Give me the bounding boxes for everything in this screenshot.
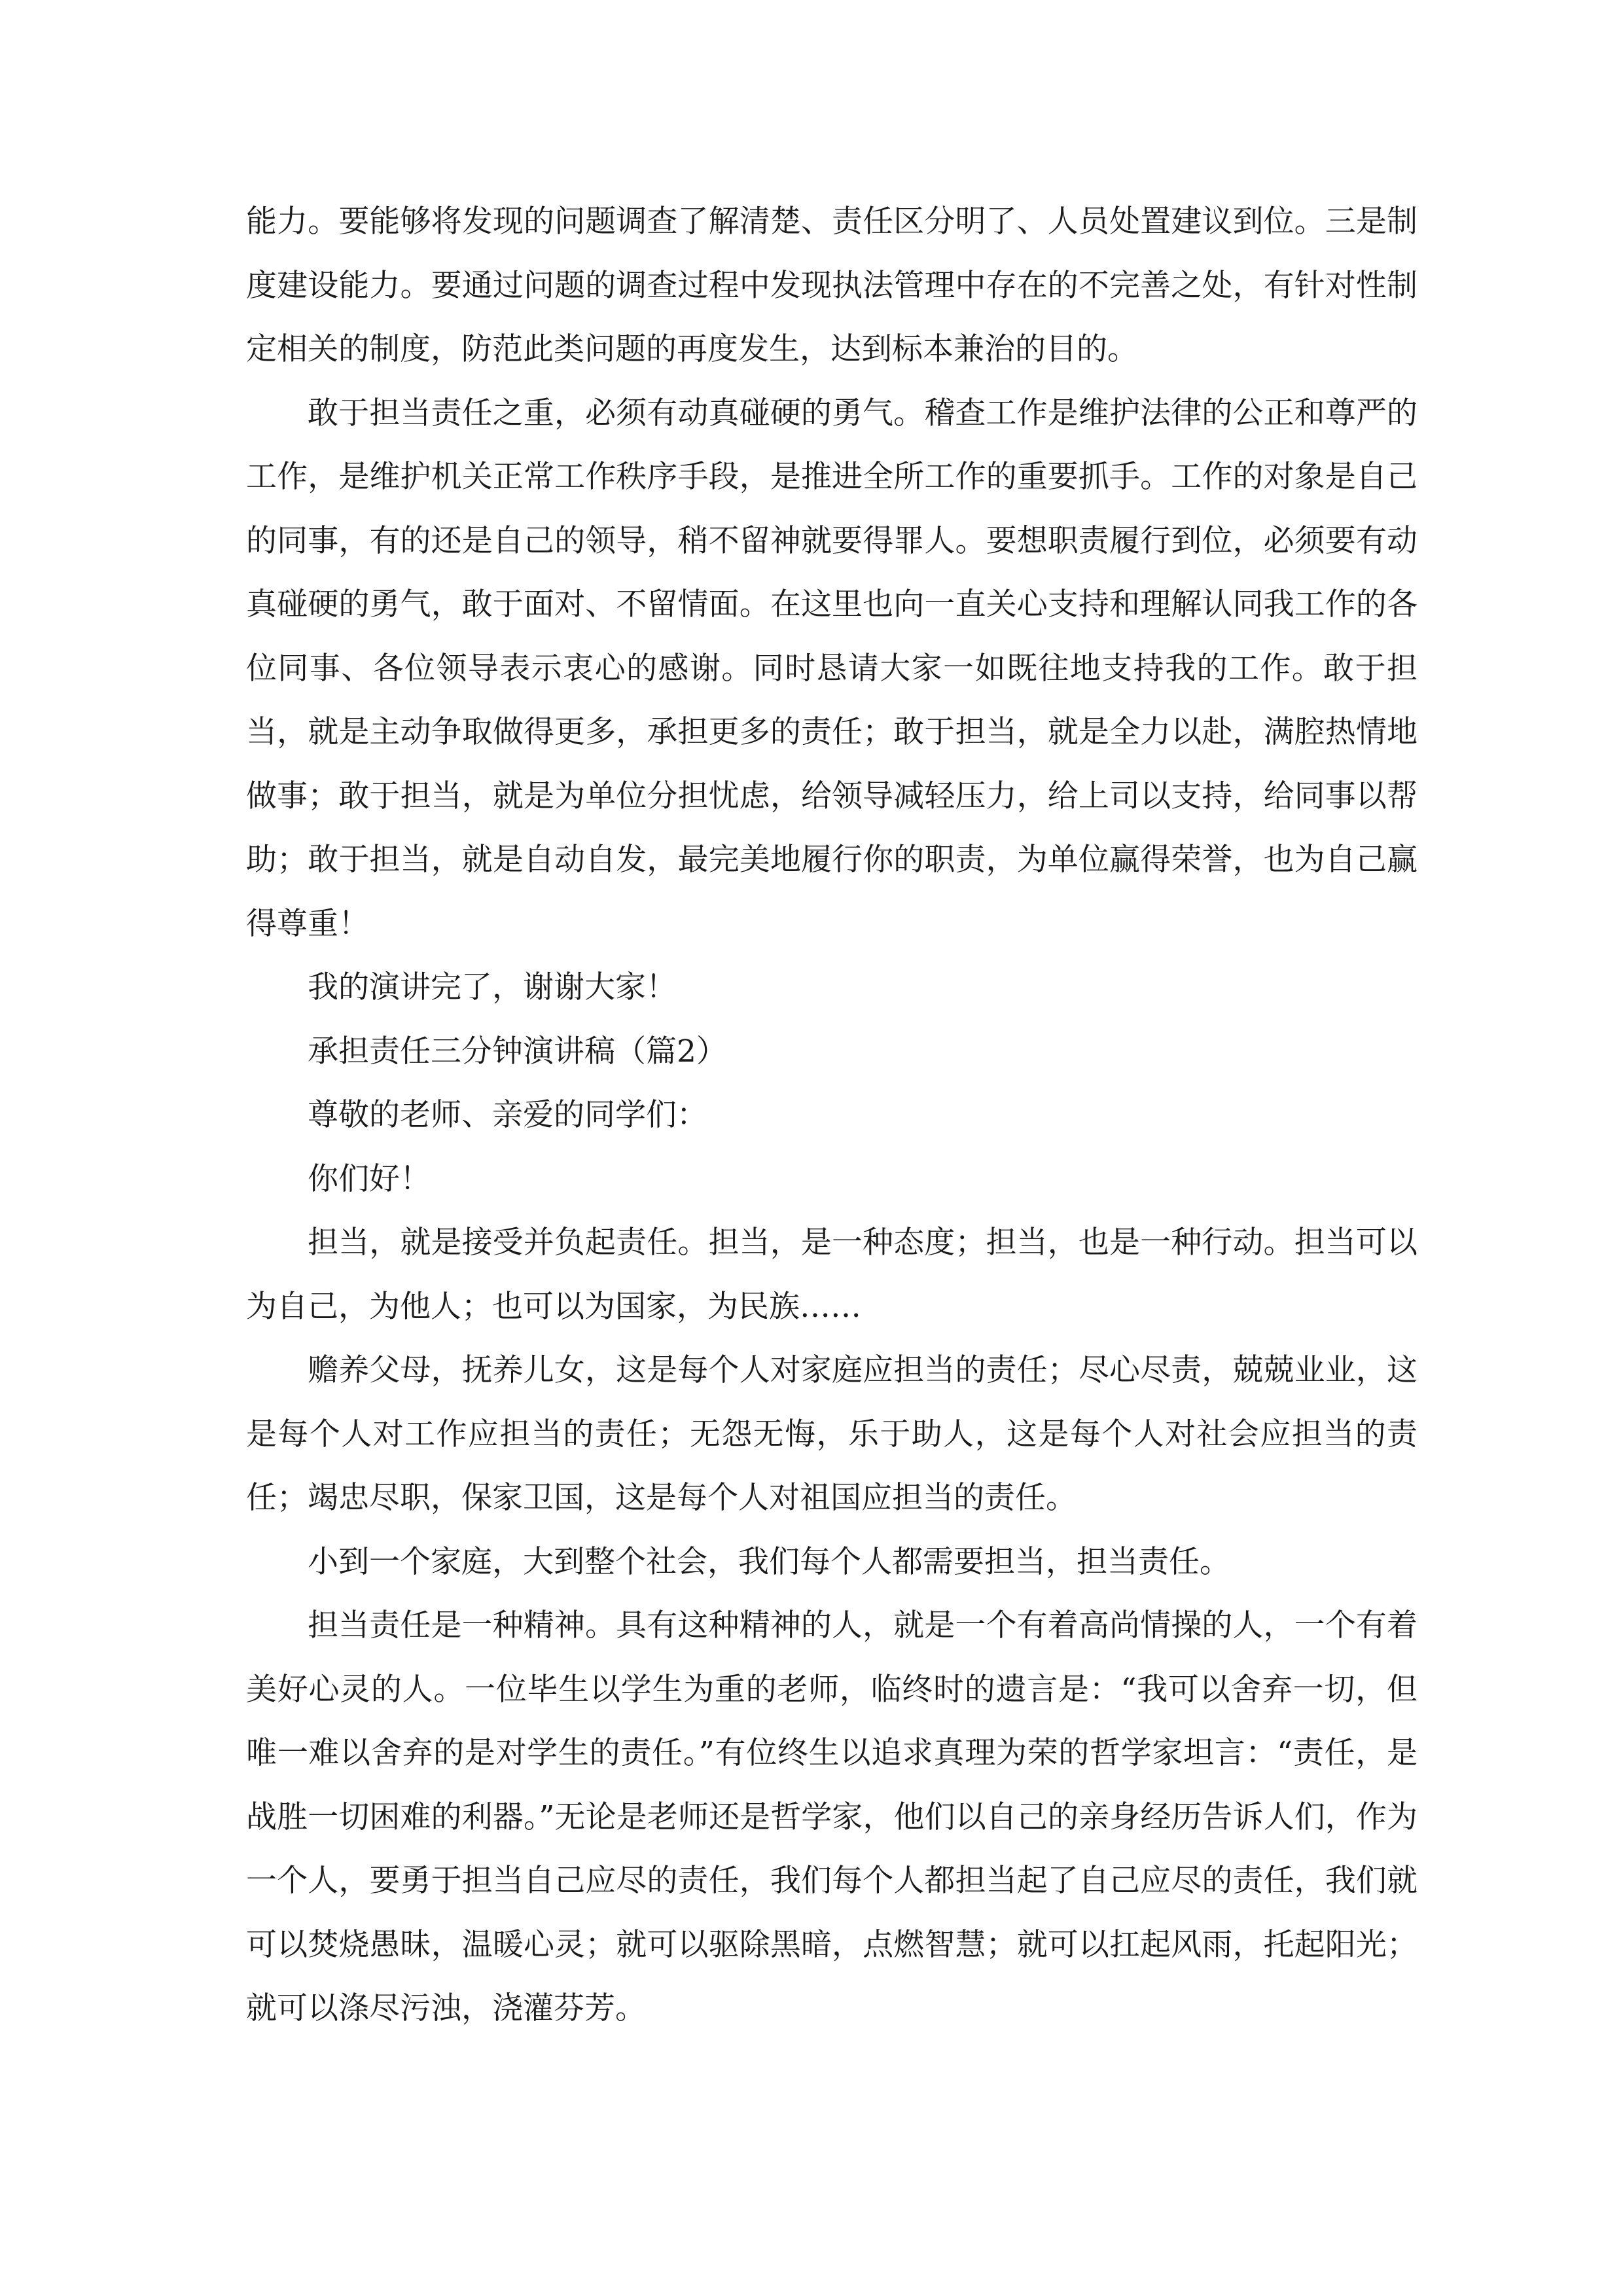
paragraph: 赡养父母，抚养儿女，这是每个人对家庭应担当的责任；尽心尽责，兢兢业业，这是每个人对工作应担当的责任；无怨无悔，乐于助人，这是每个人对社会应担当的责任；竭忠尽职，保家卫国，这是每个人对祖国应担当的责任。: [246, 1352, 1418, 1516]
paragraph: 我的演讲完了，谢谢大家！: [308, 969, 677, 1005]
paragraph: 敢于担当责任之重，必须有动真碰硬的勇气。稽查工作是维护法律的公正和尊严的工作，是维护机关正常工作秩序手段，是推进全所工作的重要抓手。工作的对象是自己的同事，有的还是自己的领导，稍不留神就要得罪人。要想职责履行到位，必须要有动真碰硬的勇气，敢于面对、不留情面。在这里也向一直关心支持和理解认同我工作的各位同事、各位领导表示衷心的感谢。同时恳请大家一如既往地支持我的工作。敢于担当，就是主动争取做得更多，承担更多的责任；敢于担当，就是全力以赴，满腔热情地做事；敢于担当，就是为单位分担忧虑，给领导减轻压力，给上司以支持，给同事以帮助；敢于担当，就是自动自发，最完美地履行你的职责，为单位赢得荣誉，也为自己赢得尊重！: [246, 395, 1418, 942]
paragraph: 担当，就是接受并负起责任。担当，是一种态度；担当，也是一种行动。担当可以为自己，为他人；也可以为国家，为民族……: [246, 1225, 1418, 1325]
paragraph: 能力。要能够将发现的问题调查了解清楚、责任区分明了、人员处置建议到位。三是制度建设能力。要通过问题的调查过程中发现执法管理中存在的不完善之处，有针对性制定相关的制度，防范此类问题的再度发生，达到标本兼治的目的。: [246, 204, 1418, 367]
salutation: 尊敬的老师、亲爱的同学们：: [308, 1097, 707, 1133]
paragraph: 担当责任是一种精神。具有这种精神的人，就是一个有着高尚情操的人，一个有着美好心灵的人。一位毕生以学生为重的老师，临终时的遗言是：“我可以舍弃一切，但唯一难以舍弃的是对学生的责任。”有位终生以追求真理为荣的哲学家坦言：“责任，是战胜一切困难的利器。”无论是老师还是哲学家，他们以自己的亲身经历告诉人们，作为一个人，要勇于担当自己应尽的责任，我们每个人都担当起了自己应尽的责任，我们就可以焚烧愚昧，温暖心灵；就可以驱除黑暗，点燃智慧；就可以扛起风雨，托起阳光；就可以涤尽污浊，浇灌芬芳。: [246, 1607, 1418, 2026]
paragraph: 小到一个家庭，大到整个社会，我们每个人都需要担当，担当责任。: [308, 1543, 1230, 1580]
section-heading: 承担责任三分钟演讲稿（篇2）: [308, 1033, 727, 1069]
greeting: 你们好！: [308, 1160, 431, 1197]
document-body: [246, 190, 1418, 2041]
